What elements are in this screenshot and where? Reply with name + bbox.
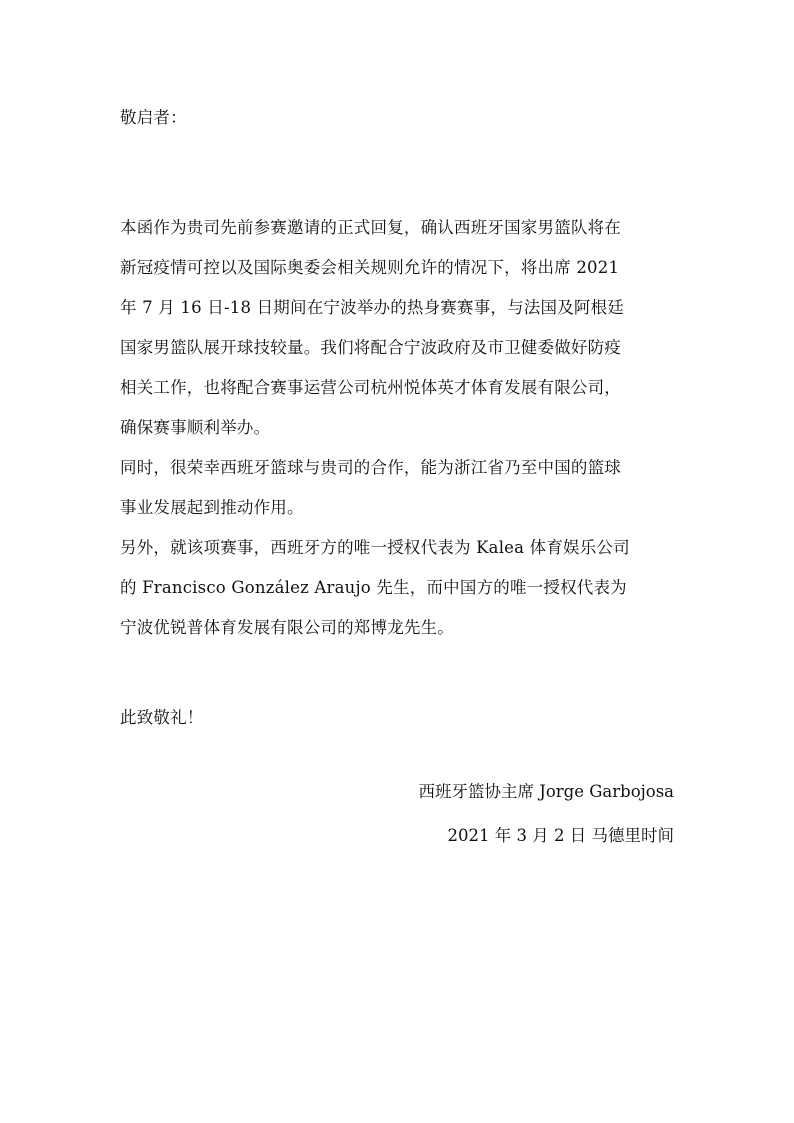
paragraph1-line5: 相关工作，也将配合赛事运营公司杭州悦体英才体育发展有限公司， xyxy=(120,378,621,397)
paragraph3-line2: 的 Francisco González Araujo 先生，而中国方的唯一授权代表为 xyxy=(120,578,627,597)
salutation: 敬启者： xyxy=(120,108,187,127)
closing: 此致敬礼！ xyxy=(120,708,204,727)
paragraph1-line4: 国家男篮队展开球技较量。我们将配合宁波政府及市卫健委做好防疫 xyxy=(120,338,621,357)
paragraph1-line6: 确保赛事顺利举办。 xyxy=(120,418,271,437)
paragraph3-line3: 宁波优锐普体育发展有限公司的郑博龙先生。 xyxy=(120,618,454,637)
signature: 西班牙篮协主席 Jorge Garbojosa xyxy=(418,782,674,801)
date-line: 2021 年 3 月 2 日 马德里时间 xyxy=(447,826,674,845)
paragraph3-line1: 另外，就该项赛事，西班牙方的唯一授权代表为 Kalea 体育娱乐公司 xyxy=(120,538,630,557)
paragraph2-line1: 同时，很荣幸西班牙篮球与贵司的合作，能为浙江省乃至中国的篮球 xyxy=(120,458,621,477)
paragraph1-line3: 年 7 月 16 日-18 日期间在宁波举办的热身赛赛事，与法国及阿根廷 xyxy=(120,298,624,317)
paragraph1-line1: 本函作为贵司先前参赛邀请的正式回复，确认西班牙国家男篮队将在 xyxy=(120,218,621,237)
paragraph2-line2: 事业发展起到推动作用。 xyxy=(120,498,304,517)
paragraph1-line2: 新冠疫情可控以及国际奥委会相关规则允许的情况下，将出席 2021 xyxy=(120,258,620,277)
